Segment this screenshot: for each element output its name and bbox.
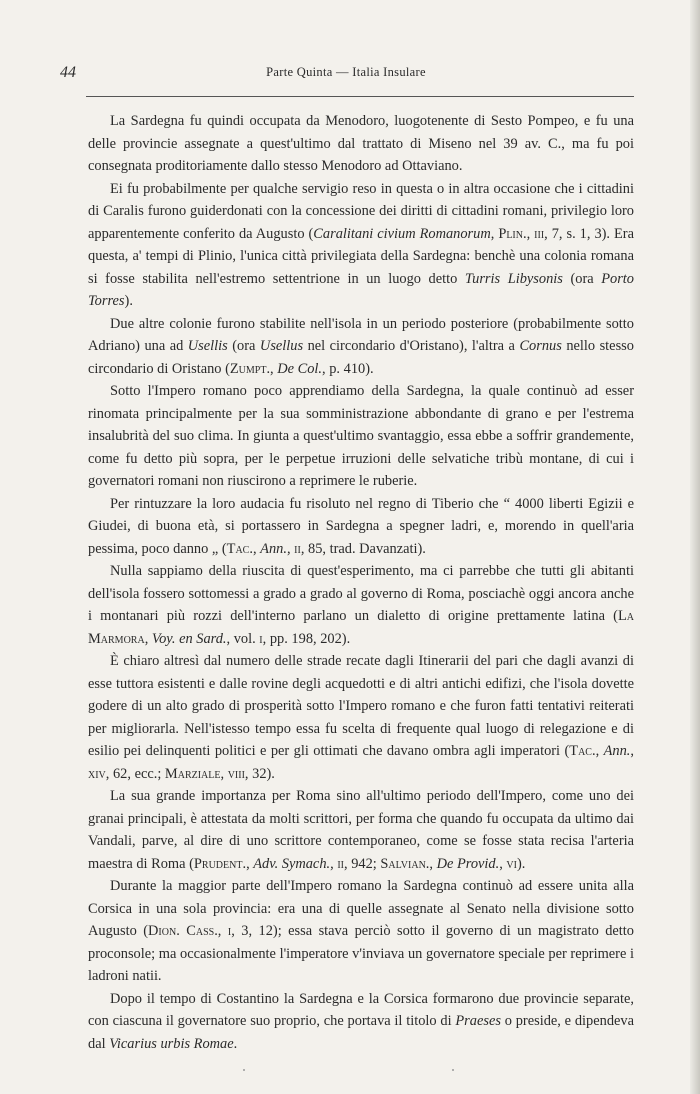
text-run: , bbox=[429, 855, 437, 872]
small-caps-text: ii bbox=[337, 855, 344, 872]
small-caps-text: viii bbox=[227, 765, 245, 782]
text-run: , bbox=[490, 225, 499, 242]
paragraph bbox=[88, 313, 634, 381]
text-run: . bbox=[233, 1035, 238, 1052]
text-run: , 7, s. 1, 3). Era questa, a' tempi di Plinio, l'unica città privilegiata della Sardegna: benchè una colonia romana si fosse stabilita nell'estremo settentrione in un luogo detto bbox=[88, 225, 634, 287]
italic-text: Ann. bbox=[603, 743, 631, 759]
italic-text: Porto Torres bbox=[88, 270, 634, 309]
text-run: , vol. bbox=[226, 630, 260, 647]
text-run: Dopo il tempo di Costantino la Sardegna e la Corsica formarono due provincie separate, con ciascuna il governatore suo proprio, che portava il titolo di bbox=[88, 990, 634, 1029]
text-run: , bbox=[246, 855, 254, 872]
text-run: , 85, trad. Davanzati). bbox=[300, 540, 426, 557]
text-run: , bbox=[286, 540, 295, 557]
text-run: , bbox=[499, 855, 507, 872]
paragraph bbox=[88, 178, 634, 313]
paragraph bbox=[88, 110, 634, 178]
text-run: , bbox=[630, 743, 635, 759]
small-caps-text: ii bbox=[294, 540, 301, 557]
text-run: Durante la maggior parte dell'Impero romano la Sardegna continuò ad essere unita alla Corsica in una sola provincia: era una di quelle assegnate al Senato nella divisione sotto Augusto ( bbox=[88, 878, 634, 939]
text-run: , bbox=[270, 360, 278, 377]
text-run: , 3, 12); essa stava perciò sotto il governo di un magistrato detto proconsole; ma occasionalmente l'imperatore v'inviava un governatore speciale per reprimere i ladroni natii. bbox=[88, 923, 634, 984]
body-text bbox=[88, 110, 634, 1055]
text-run: , bbox=[144, 630, 152, 647]
text-run: , 942; bbox=[344, 855, 381, 872]
small-caps-text: Plin. bbox=[498, 225, 527, 242]
speck bbox=[243, 1069, 245, 1071]
small-caps-text: xiv bbox=[88, 765, 106, 782]
text-run: , bbox=[252, 540, 261, 557]
italic-text: De Provid. bbox=[436, 855, 500, 872]
paragraph bbox=[88, 988, 634, 1056]
small-caps-text: Prudent. bbox=[193, 855, 247, 872]
text-run: , bbox=[217, 923, 228, 939]
small-caps-text: Zumpt. bbox=[229, 360, 271, 377]
italic-text: Adv. Symach. bbox=[253, 855, 331, 872]
small-caps-text: i bbox=[227, 923, 232, 939]
text-run: È chiaro altresì dal numero delle strade recate dagli Itinerarii del pari che dagli avanzi di esse tuttora esistenti e dalle rovine degli acquedotti e di altri antichi edifizi, che l'isola dovette godere di un alto grado di prosperità sotto l'Impero romano e che furon fatti tentativi reiterati per migliorarla. Nell'istesso tempo essa fu scelta di frequente qual luogo di relegazione e di esilio pei delinquenti politici e per gli ottimati che davano ombra agli imperatori ( bbox=[88, 653, 634, 759]
small-caps-text: vi bbox=[506, 855, 517, 872]
italic-text: Usellus bbox=[259, 338, 304, 354]
small-caps-text: Tac. bbox=[226, 540, 253, 557]
italic-text: Ann. bbox=[260, 540, 287, 557]
text-run: , bbox=[526, 225, 535, 242]
italic-text: Usellis bbox=[187, 338, 228, 354]
header-rule bbox=[86, 96, 634, 97]
page-header bbox=[60, 64, 632, 88]
text-run: o preside, e dipendeva dal bbox=[88, 1013, 634, 1052]
text-run: Sotto l'Impero romano poco apprendiamo della Sardegna, la quale continuò ad esser rinomata principalmente per la sua somministrazione abbondante di grano e per l'estrema insalubrità del suo clima. In giunta a quest'ultimo svantaggio, essa ebbe a soffrir grandemente, come fu detto più sopra, per le perpetue irruzioni delle selvatiche tribù montane, di cui i governatori romani non riuscirono a reprimere le ruberie. bbox=[88, 383, 634, 489]
text-run: , bbox=[220, 765, 228, 782]
small-caps-text: iii bbox=[534, 225, 545, 242]
paragraph bbox=[88, 785, 634, 875]
small-caps-text: Salvian. bbox=[380, 855, 430, 872]
text-run: , 62, ecc.; bbox=[105, 765, 165, 782]
text-run: Ei fu probabilmente per qualche servigio reso in questa o in altra occasione che i cittadini di Caralis furono guiderdonati con la concessione dei diritti di cittadini romani, privilegio loro apparentemente conferito da Augusto ( bbox=[88, 180, 634, 242]
running-head: Parte Quinta — Italia Insulare bbox=[266, 65, 426, 79]
small-caps-text: i bbox=[259, 630, 263, 647]
paragraph bbox=[88, 875, 634, 988]
paragraph bbox=[88, 650, 634, 785]
small-caps-text: Dion. Cass. bbox=[148, 923, 218, 939]
text-run: , bbox=[595, 743, 604, 759]
small-caps-text: Tac. bbox=[569, 743, 596, 759]
text-run: , 32). bbox=[244, 765, 275, 782]
italic-text: Turris Libysonis bbox=[464, 270, 563, 287]
text-run: La sua grande importanza per Roma sino all'ultimo periodo dell'Impero, come uno dei granai principali, è attestata da molti scrittori, per forma che quando fu occupata da ultimo dai Vandali, parve, al dire di uno scrittore contemporaneo, come se fosse stata recisa l'arteria maestra di Roma ( bbox=[88, 788, 634, 872]
text-run: , p. 410). bbox=[322, 360, 374, 377]
text-run: Nulla sappiamo della riuscita di quest'esperimento, ma ci parrebbe che tutti gli abitanti dell'isola fossero sottomessi a grado a grado al governo di Roma, posciachè oggi ancora anche i montanari più rozzi dell'interno parlano un dialetto di origine prettamente latina ( bbox=[88, 563, 634, 624]
text-run: Per rintuzzare la loro audacia fu risoluto nel regno di Tiberio che “ 4000 liberti Egizii e Giudei, di buona età, si portassero in Sardegna a spegner ladri, e, morendo in quell'aria pessima, poco danno „ ( bbox=[88, 495, 634, 557]
paragraph bbox=[88, 493, 634, 561]
italic-text: Voy. en Sard. bbox=[151, 630, 227, 647]
italic-text: Cornus bbox=[519, 338, 562, 354]
text-run: ). bbox=[516, 855, 526, 872]
text-run: (ora bbox=[562, 270, 602, 287]
text-run: nel circondario d'Oristano), l'altra a bbox=[303, 338, 520, 354]
text-run: ). bbox=[124, 293, 133, 309]
text-run: , pp. 198, 202). bbox=[262, 630, 351, 647]
italic-text: Praeses bbox=[455, 1013, 501, 1029]
paragraph bbox=[88, 380, 634, 493]
text-run: , bbox=[330, 855, 338, 872]
text-run: La Sardegna fu quindi occupata da Menodoro, luogotenente di Sesto Pompeo, e fu una delle provincie assegnate a quest'ultimo dal trattato di Miseno nel 39 av. C., ma fu poi consegnata proditoriamente dallo stesso Menodoro ad Ottaviano. bbox=[88, 113, 634, 174]
speck bbox=[452, 1069, 454, 1071]
small-caps-text: Marziale bbox=[164, 765, 221, 782]
italic-text: Caralitani civium Romanorum bbox=[313, 225, 491, 242]
text-run: nello stesso circondario di Oristano ( bbox=[88, 338, 634, 377]
page-number: 44 bbox=[60, 64, 76, 81]
italic-text: Vicarius urbis Romae bbox=[109, 1035, 234, 1052]
text-run: (ora bbox=[227, 338, 260, 354]
italic-text: De Col. bbox=[277, 360, 323, 377]
page-edge bbox=[690, 0, 700, 1094]
text-run: Due altre colonie furono stabilite nell'isola in un periodo posteriore (probabilmente sotto Adriano) una ad bbox=[88, 315, 634, 354]
paragraph bbox=[88, 560, 634, 650]
small-caps-text: La Marmora bbox=[88, 608, 634, 647]
